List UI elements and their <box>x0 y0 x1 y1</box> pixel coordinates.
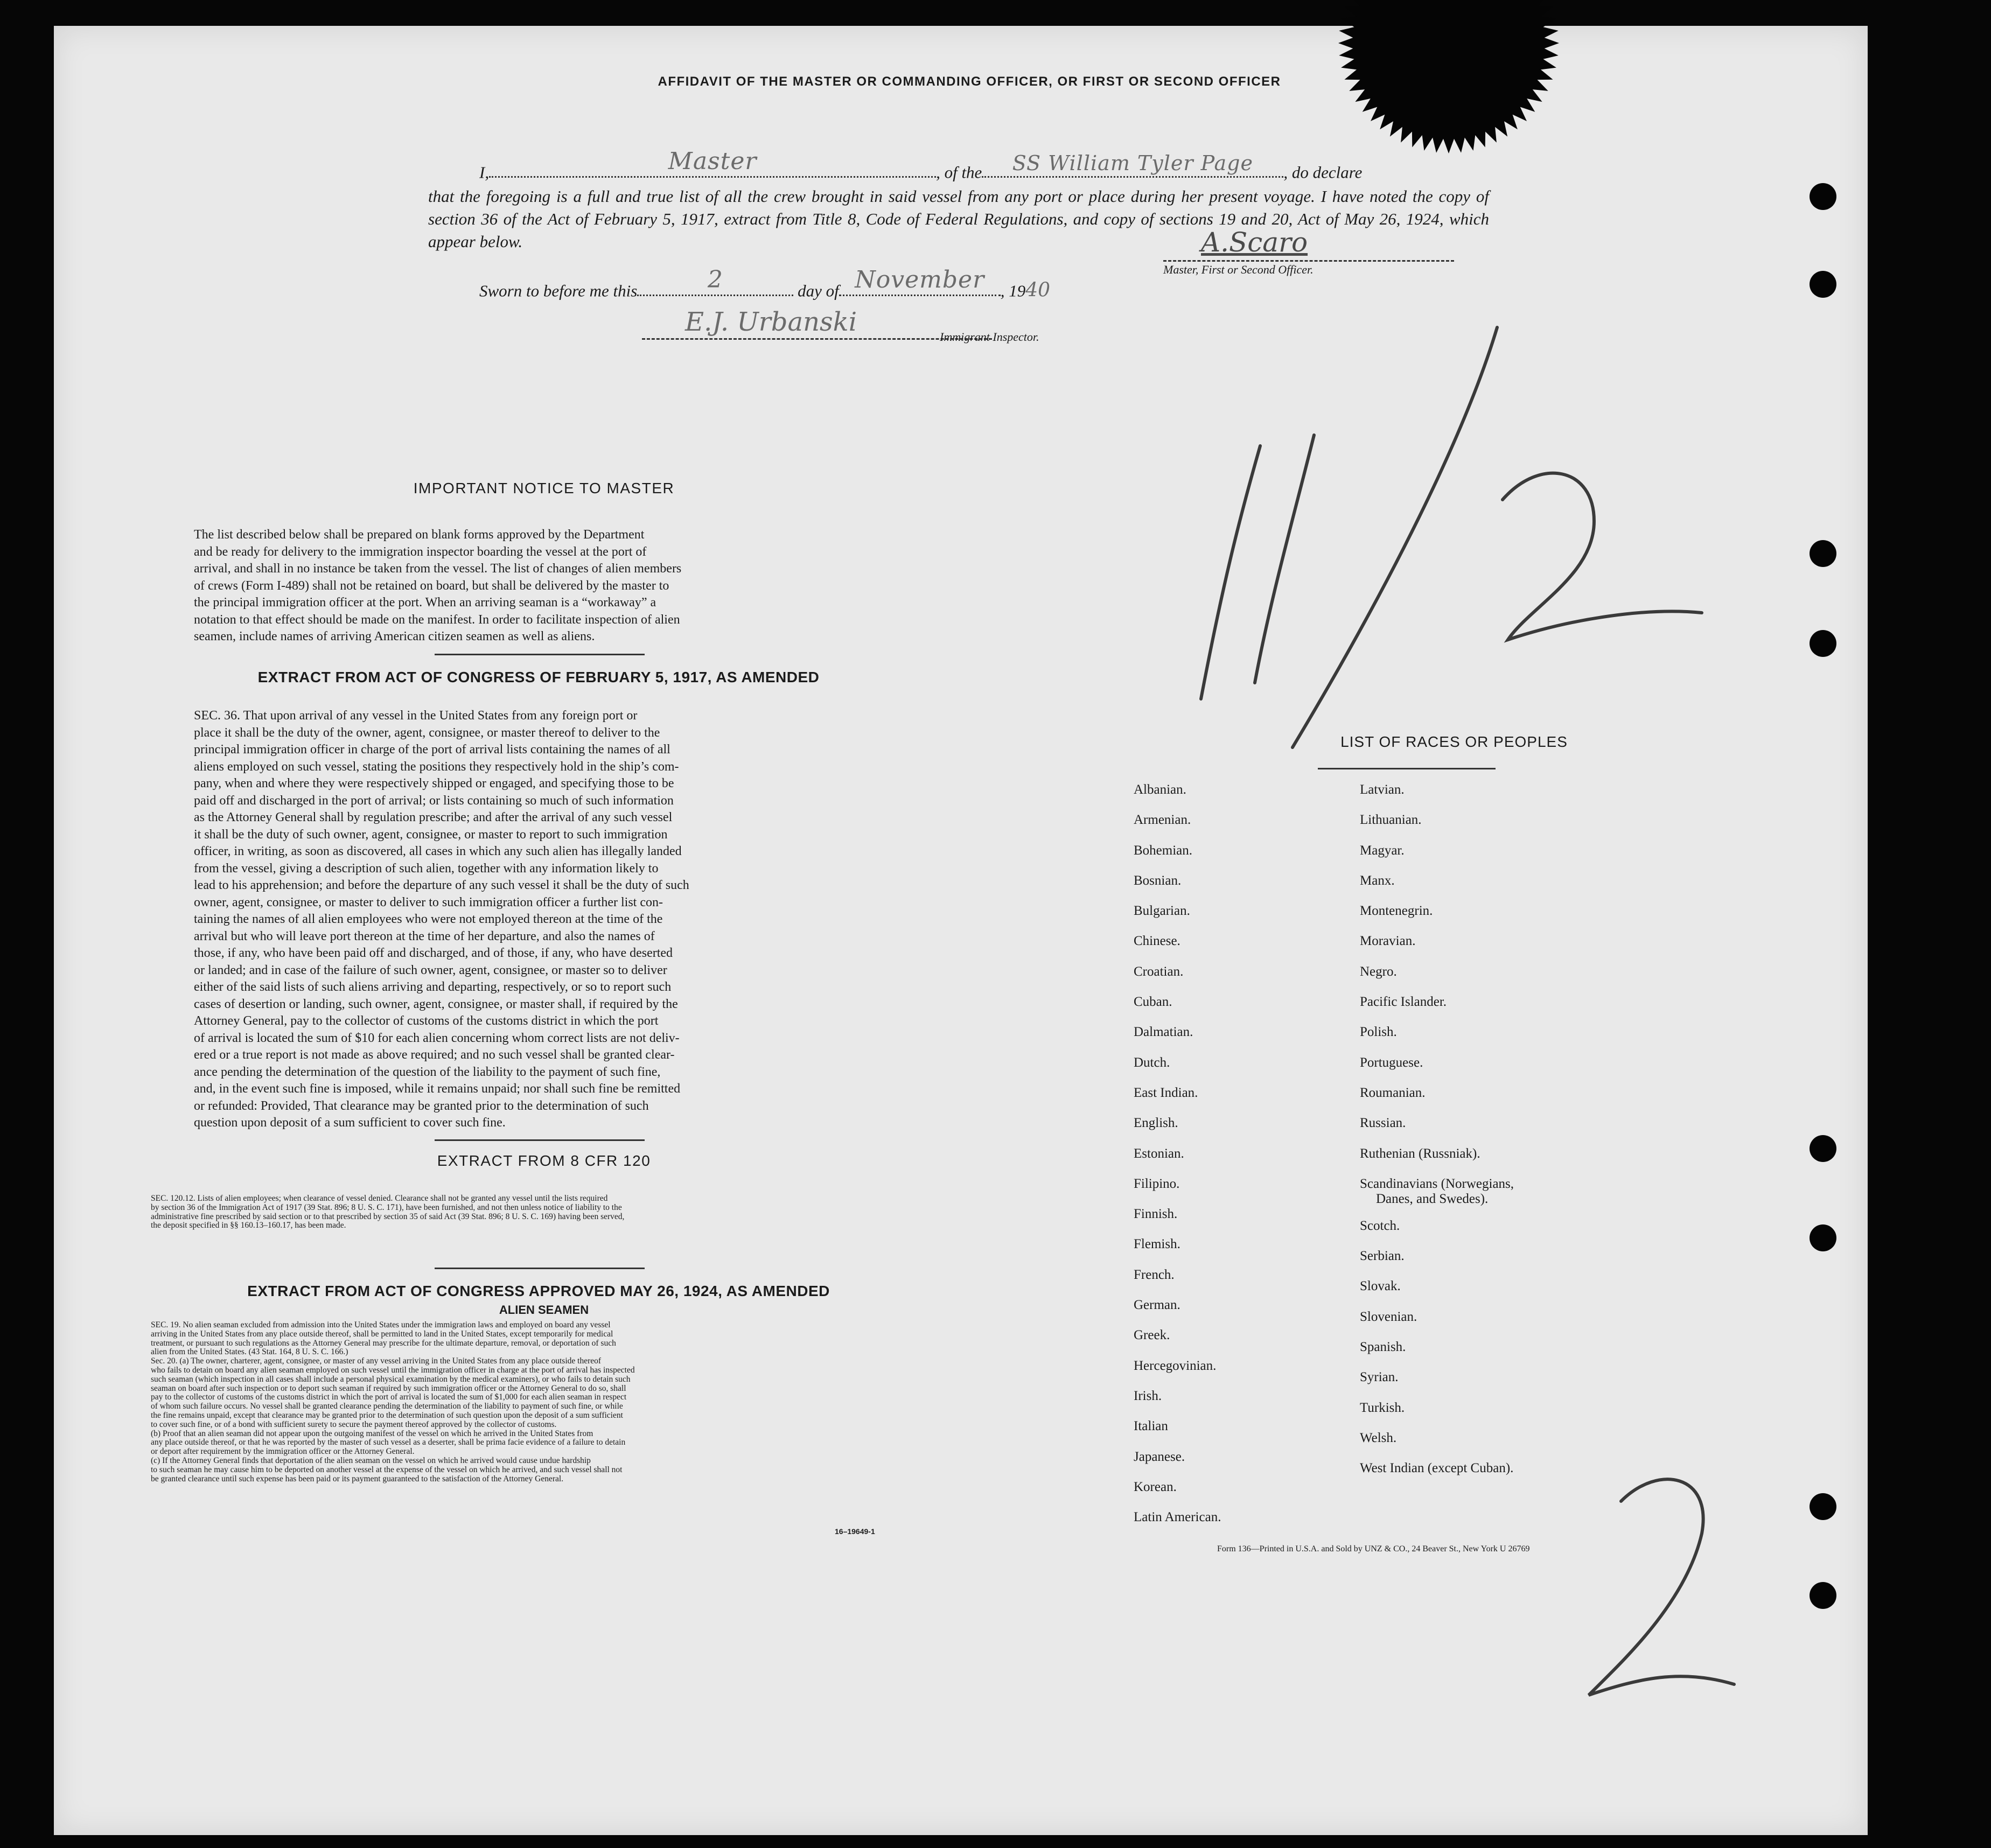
cfr-title: EXTRACT FROM 8 CFR 120 <box>437 1152 651 1169</box>
text-line: principal immigration officer in charge of the port of arrival lists containing the names of all <box>194 743 670 757</box>
text-line: of arrival is located the sum of $10 for each alien concerning whom correct lists are not deliv- <box>194 1031 680 1045</box>
text-line: and, in the event such fine is imposed, while it remains unpaid; nor shall such fine be remitted <box>194 1082 681 1096</box>
sworn-year-prefix: , 19 <box>1000 281 1026 300</box>
vessel-field <box>982 151 1283 178</box>
race-item: Pacific Islander. <box>1360 995 1447 1010</box>
race-item: Lithuanian. <box>1360 813 1422 828</box>
text-line: alien from the United States. (43 Stat. 164, 8 U. S. C. 166.) <box>151 1348 348 1357</box>
vessel-handwritten: SS William Tyler Page <box>1012 151 1253 176</box>
text-line: those, if any, who have been paid off and discharged, and of those, if any, who have deserted <box>194 946 673 960</box>
race-item: Italian <box>1134 1419 1168 1434</box>
race-item: Dalmatian. <box>1134 1025 1193 1040</box>
text-line: seamen, include names of arriving American citizen seamen as well as aliens. <box>194 629 595 643</box>
affidavit-of-the: , of the <box>936 163 982 182</box>
text-line: (c) If the Attorney General finds that deportation of the alien seaman on the vessel on which he arrived would cause undue hardship <box>151 1456 591 1465</box>
text-line: cases of desertion or landing, such owner, agent, consignee, or master shall, if required by the <box>194 997 678 1011</box>
sworn-line <box>479 266 1051 302</box>
binder-hole <box>1810 1224 1836 1251</box>
race-item: German. <box>1134 1298 1180 1313</box>
divider-1 <box>435 654 645 655</box>
text-line: by section 36 of the Immigration Act of 1917 (39 Stat. 896; 8 U. S. C. 171), have been furnished, and not then unless notice of liability to the <box>151 1203 622 1212</box>
text-line: to such seaman he may cause him to be deported on another vessel at the expense of the vessel on which he arrived, and such vessel shall not <box>151 1465 623 1474</box>
race-item: Bosnian. <box>1134 873 1182 888</box>
race-item: Albanian. <box>1134 782 1186 797</box>
binder-hole <box>1810 1493 1836 1520</box>
affidavit-declare: , do declare <box>1283 163 1363 182</box>
race-item: Ruthenian (Russniak). <box>1360 1146 1480 1161</box>
text-line: administrative fine prescribed by said section or to that prescribed by section 35 of said Act (39 Stat. 896; 8 U. S. C. 169) having been served, <box>151 1212 625 1221</box>
text-line: either of the said lists of such aliens arriving and departing, respectively, or so to report such <box>194 980 672 994</box>
divider-3 <box>435 1268 645 1269</box>
race-item: Serbian. <box>1360 1249 1405 1264</box>
race-item: Slovak. <box>1360 1279 1401 1294</box>
text-line: it shall be the duty of such owner, agent, consignee, or master to report to such immigration <box>194 827 668 842</box>
text-line: place it shall be the duty of the owner, agent, consignee, or master thereof to deliver to the <box>194 725 660 740</box>
text-line: lead to his apprehension; and before the departure of any such vessel it shall be the duty of such <box>194 878 689 892</box>
race-item: Manx. <box>1360 873 1395 888</box>
race-item: Greek. <box>1134 1328 1170 1343</box>
handwritten-corner-2 <box>1508 1453 1777 1722</box>
race-item: Latvian. <box>1360 782 1405 797</box>
sworn-prefix: Sworn to before me this <box>479 281 638 300</box>
race-item: Japanese. <box>1134 1449 1185 1464</box>
extract-1917-title: EXTRACT FROM ACT OF CONGRESS OF FEBRUARY 5, 1917, AS AMENDED <box>257 669 820 685</box>
master-handwritten: Master <box>668 148 757 176</box>
text-line: arrival, and shall in no instance be taken from the vessel. The list of changes of alien members <box>194 562 682 576</box>
binder-hole <box>1810 540 1836 567</box>
text-line: SEC. 36. That upon arrival of any vessel in the United States from any foreign port or <box>194 709 638 723</box>
form-footer: Form 136—Printed in U.S.A. and Sold by UNZ & CO., 24 Beaver St., New York U 26769 <box>1217 1544 1530 1553</box>
race-item: Latin American. <box>1134 1510 1221 1525</box>
race-item: Magyar. <box>1360 843 1405 858</box>
sworn-day-word: day of <box>798 281 839 300</box>
text-line: owner, agent, consignee, or master to deliver to such immigration officer a further list con- <box>194 895 663 909</box>
race-item: Chinese. <box>1134 934 1180 949</box>
race-item: Scotch. <box>1360 1218 1400 1233</box>
master-signature: A.Scaro <box>1201 227 1308 258</box>
race-item: Croatian. <box>1134 964 1184 979</box>
race-item: Hercegovinian. <box>1134 1358 1217 1373</box>
race-item: Cuban. <box>1134 995 1172 1010</box>
master-field <box>489 148 936 178</box>
affidavit-title: AFFIDAVIT OF THE MASTER OR COMMANDING OFFICER, OR FIRST OR SECOND OFFICER <box>658 74 1281 89</box>
notice-title: IMPORTANT NOTICE TO MASTER <box>413 480 675 496</box>
text-line: or landed; and in case of the failure of such owner, agent, consignee, or master so to deliver <box>194 963 667 977</box>
race-item: Roumanian. <box>1360 1085 1426 1100</box>
text-line: arrival but who will leave port thereon at the time of her departure, and also the names of <box>194 929 655 943</box>
text-line: ered or a true report is not made as above required; and no such vessel shall be granted clear- <box>194 1048 675 1062</box>
day-handwritten: 2 <box>707 266 723 294</box>
text-line: seaman on board after such inspection or to deport such seaman if required by such immigration officer or the Attorney General to do so, shall <box>151 1384 626 1393</box>
binder-hole <box>1810 630 1836 657</box>
text-line: (b) Proof that an alien seaman did not appear upon the outgoing manifest of the vessel on which he arrived in the United States from <box>151 1429 593 1438</box>
text-line: any place outside thereof, or that he was reported by the master of such vessel as a deserter, shall be prima facie evidence of a failure to detain <box>151 1438 626 1447</box>
race-item: French. <box>1134 1267 1175 1282</box>
cfr-text <box>151 1194 885 1230</box>
race-item: Armenian. <box>1134 813 1191 828</box>
race-item: Slovenian. <box>1360 1309 1417 1324</box>
day-field <box>637 266 793 296</box>
binder-hole <box>1810 1135 1836 1162</box>
race-item: Bohemian. <box>1134 843 1193 858</box>
text-line: pany, when and where they were respectively shipped or engaged, and specifying those to be <box>194 776 674 790</box>
race-item: Spanish. <box>1360 1340 1406 1355</box>
text-line: Attorney General, pay to the collector of customs of the customs district in which the port <box>194 1014 659 1028</box>
text-line: and be ready for delivery to the immigration inspector boarding the vessel at the port of <box>194 544 647 559</box>
text-line: SEC. 120.12. Lists of alien employees; when clearance of vessel denied. Clearance shall not be granted any vessel until the lists required <box>151 1194 608 1203</box>
inspector-signature: E.J. Urbanski <box>685 307 857 337</box>
seal-shape <box>1338 0 1559 153</box>
form-code: 16–19649-1 <box>835 1527 875 1536</box>
race-item: Portuguese. <box>1360 1055 1423 1070</box>
year-handwritten: 40 <box>1025 279 1051 302</box>
extract-1924-text <box>151 1321 885 1483</box>
text-line: pay to the collector of customs of the customs district in which the port of arrival is located the sum of $1,000 for each alien seaman in respect <box>151 1393 627 1402</box>
race-item: English. <box>1134 1116 1178 1131</box>
month-field <box>839 266 1001 296</box>
text-line: paid off and discharged in the port of arrival; or lists containing so much of such information <box>194 793 674 808</box>
text-line: the principal immigration officer at the port. When an arriving seaman is a “workaway” a <box>194 596 656 610</box>
race-item: Scandinavians (Norwegians, <box>1360 1176 1514 1191</box>
text-line: or refunded: Provided, That clearance may be granted prior to the determination of such <box>194 1098 649 1113</box>
affidavit-body: that the foregoing is a full and true list of all the crew brought in said vessel from any port or place during her present voyage. I have noted the copy of section 36 of the Act of February 5, 1917, extract from Title 8, Code of Federal Regulations, and copy of sections 19 and 20, Act of May 26, 1924, which appear below. <box>428 187 1489 251</box>
race-item: Welsh. <box>1360 1430 1397 1445</box>
text-line: the fine remains unpaid, except that clearance may be granted prior to the determination of such question upon the deposit of a sum sufficient <box>151 1411 623 1420</box>
text-line: the deposit specified in §§ 160.13–160.17, has been made. <box>151 1221 346 1230</box>
text-line: of whom such failure occurs. No vessel shall be granted clearance pending the determination of the liability to payment of such fine, or while <box>151 1402 623 1411</box>
race-item: West Indian (except Cuban). <box>1360 1461 1514 1476</box>
race-item: Negro. <box>1360 964 1397 979</box>
races-right-column <box>1360 782 1514 1492</box>
document-sheet <box>54 26 1868 1835</box>
inspector-caption: Immigrant Inspector. <box>940 330 1039 344</box>
binder-hole <box>1810 183 1836 210</box>
text-line: as the Attorney General shall by regulation prescribe; and after the arrival of any such vessel <box>194 810 673 824</box>
text-line: or deport after requirement by the immigration officer or the Attorney General. <box>151 1447 415 1457</box>
race-item: Finnish. <box>1134 1207 1178 1222</box>
text-line: Sec. 20. (a) The owner, charterer, agent, consignee, or master of any vessel arriving in the United States from any place outside thereof <box>151 1357 602 1366</box>
affidavit-line-1 <box>479 148 1363 182</box>
divider-2 <box>435 1139 645 1141</box>
text-line: The list described below shall be prepared on blank forms approved by the Department <box>194 528 645 542</box>
race-item: Russian. <box>1360 1116 1406 1131</box>
race-item: Moravian. <box>1360 934 1416 949</box>
text-line: treatment, or pursuant to such regulations as the Attorney General may prescribe for the ultimate departure, removal, or deportation of such <box>151 1339 616 1348</box>
race-item-continuation: Danes, and Swedes). <box>1376 1191 1489 1206</box>
text-line: from the vessel, giving a description of such alien, together with any information likely to <box>194 861 659 876</box>
race-item: Bulgarian. <box>1134 904 1190 919</box>
races-left-column <box>1134 782 1221 1540</box>
races-title: LIST OF RACES OR PEOPLES <box>1340 733 1568 750</box>
affidavit-i: I, <box>479 163 490 182</box>
extract-1917-text <box>194 708 800 1132</box>
text-line: of crews (Form I-489) shall not be retained on board, but shall be delivered by the master to <box>194 578 669 593</box>
race-item: Montenegrin. <box>1360 904 1433 919</box>
text-line: ance pending the determination of the question of the liability to the payment of such fine, <box>194 1065 661 1079</box>
text-line: to cover such fine, or of a bond with sufficient surety to secure the payment thereof approved by the collector of customs. <box>151 1420 557 1429</box>
race-item: Syrian. <box>1360 1370 1399 1385</box>
race-item: Korean. <box>1134 1479 1177 1494</box>
text-line: who fails to detain on board any alien seaman employed on such vessel until the immigration officer in charge at the port of arrival has inspected <box>151 1366 635 1375</box>
race-item: East Indian. <box>1134 1085 1198 1100</box>
text-line: taining the names of all alien employees who were not employed thereon at the time of the <box>194 912 663 926</box>
text-line: notation to that effect should be made on the manifest. In order to facilitate inspection of alien <box>194 612 680 627</box>
binder-hole <box>1810 271 1836 298</box>
master-signature-line <box>1163 228 1454 262</box>
race-item: Dutch. <box>1134 1055 1170 1070</box>
text-line: officer, in writing, as soon as discovered, all cases in which any such alien has illegally landed <box>194 844 682 858</box>
notice-text <box>194 527 800 646</box>
race-item: Turkish. <box>1360 1400 1405 1415</box>
month-handwritten: November <box>855 266 985 294</box>
master-signature-caption: Master, First or Second Officer. <box>1163 263 1314 276</box>
binder-hole <box>1810 1582 1836 1609</box>
text-line: SEC. 19. No alien seaman excluded from admission into the United States under the immigration laws and employed on board any vessel <box>151 1321 611 1329</box>
race-item: Polish. <box>1360 1025 1397 1040</box>
extract-1924-title: EXTRACT FROM ACT OF CONGRESS APPROVED MAY 26, 1924, AS AMENDED <box>247 1283 830 1299</box>
race-item: Irish. <box>1134 1388 1162 1403</box>
extract-1924-subtitle: ALIEN SEAMEN <box>499 1303 589 1317</box>
notary-seal <box>1336 0 1562 156</box>
text-line: aliens employed on such vessel, stating the positions they respectively hold in the ship’s com- <box>194 759 679 774</box>
handwritten-11-2 <box>1131 295 1723 780</box>
text-line: be granted clearance until such expense has been paid or its payment guaranteed to the satisfaction of the Attorney General. <box>151 1474 564 1483</box>
text-line: arriving in the United States from any place outside thereof, shall be permitted to land in the United States, except temporarily for medical <box>151 1329 613 1339</box>
race-item: Estonian. <box>1134 1146 1184 1161</box>
race-item: Flemish. <box>1134 1237 1180 1252</box>
race-item: Filipino. <box>1134 1176 1180 1191</box>
text-line: such seaman (which inspection in all cases shall include a personal physical examination by the medical examiners), or who fails to detain such <box>151 1375 631 1384</box>
text-line: question upon deposit of a sum sufficient to cover such fine. <box>194 1116 506 1130</box>
